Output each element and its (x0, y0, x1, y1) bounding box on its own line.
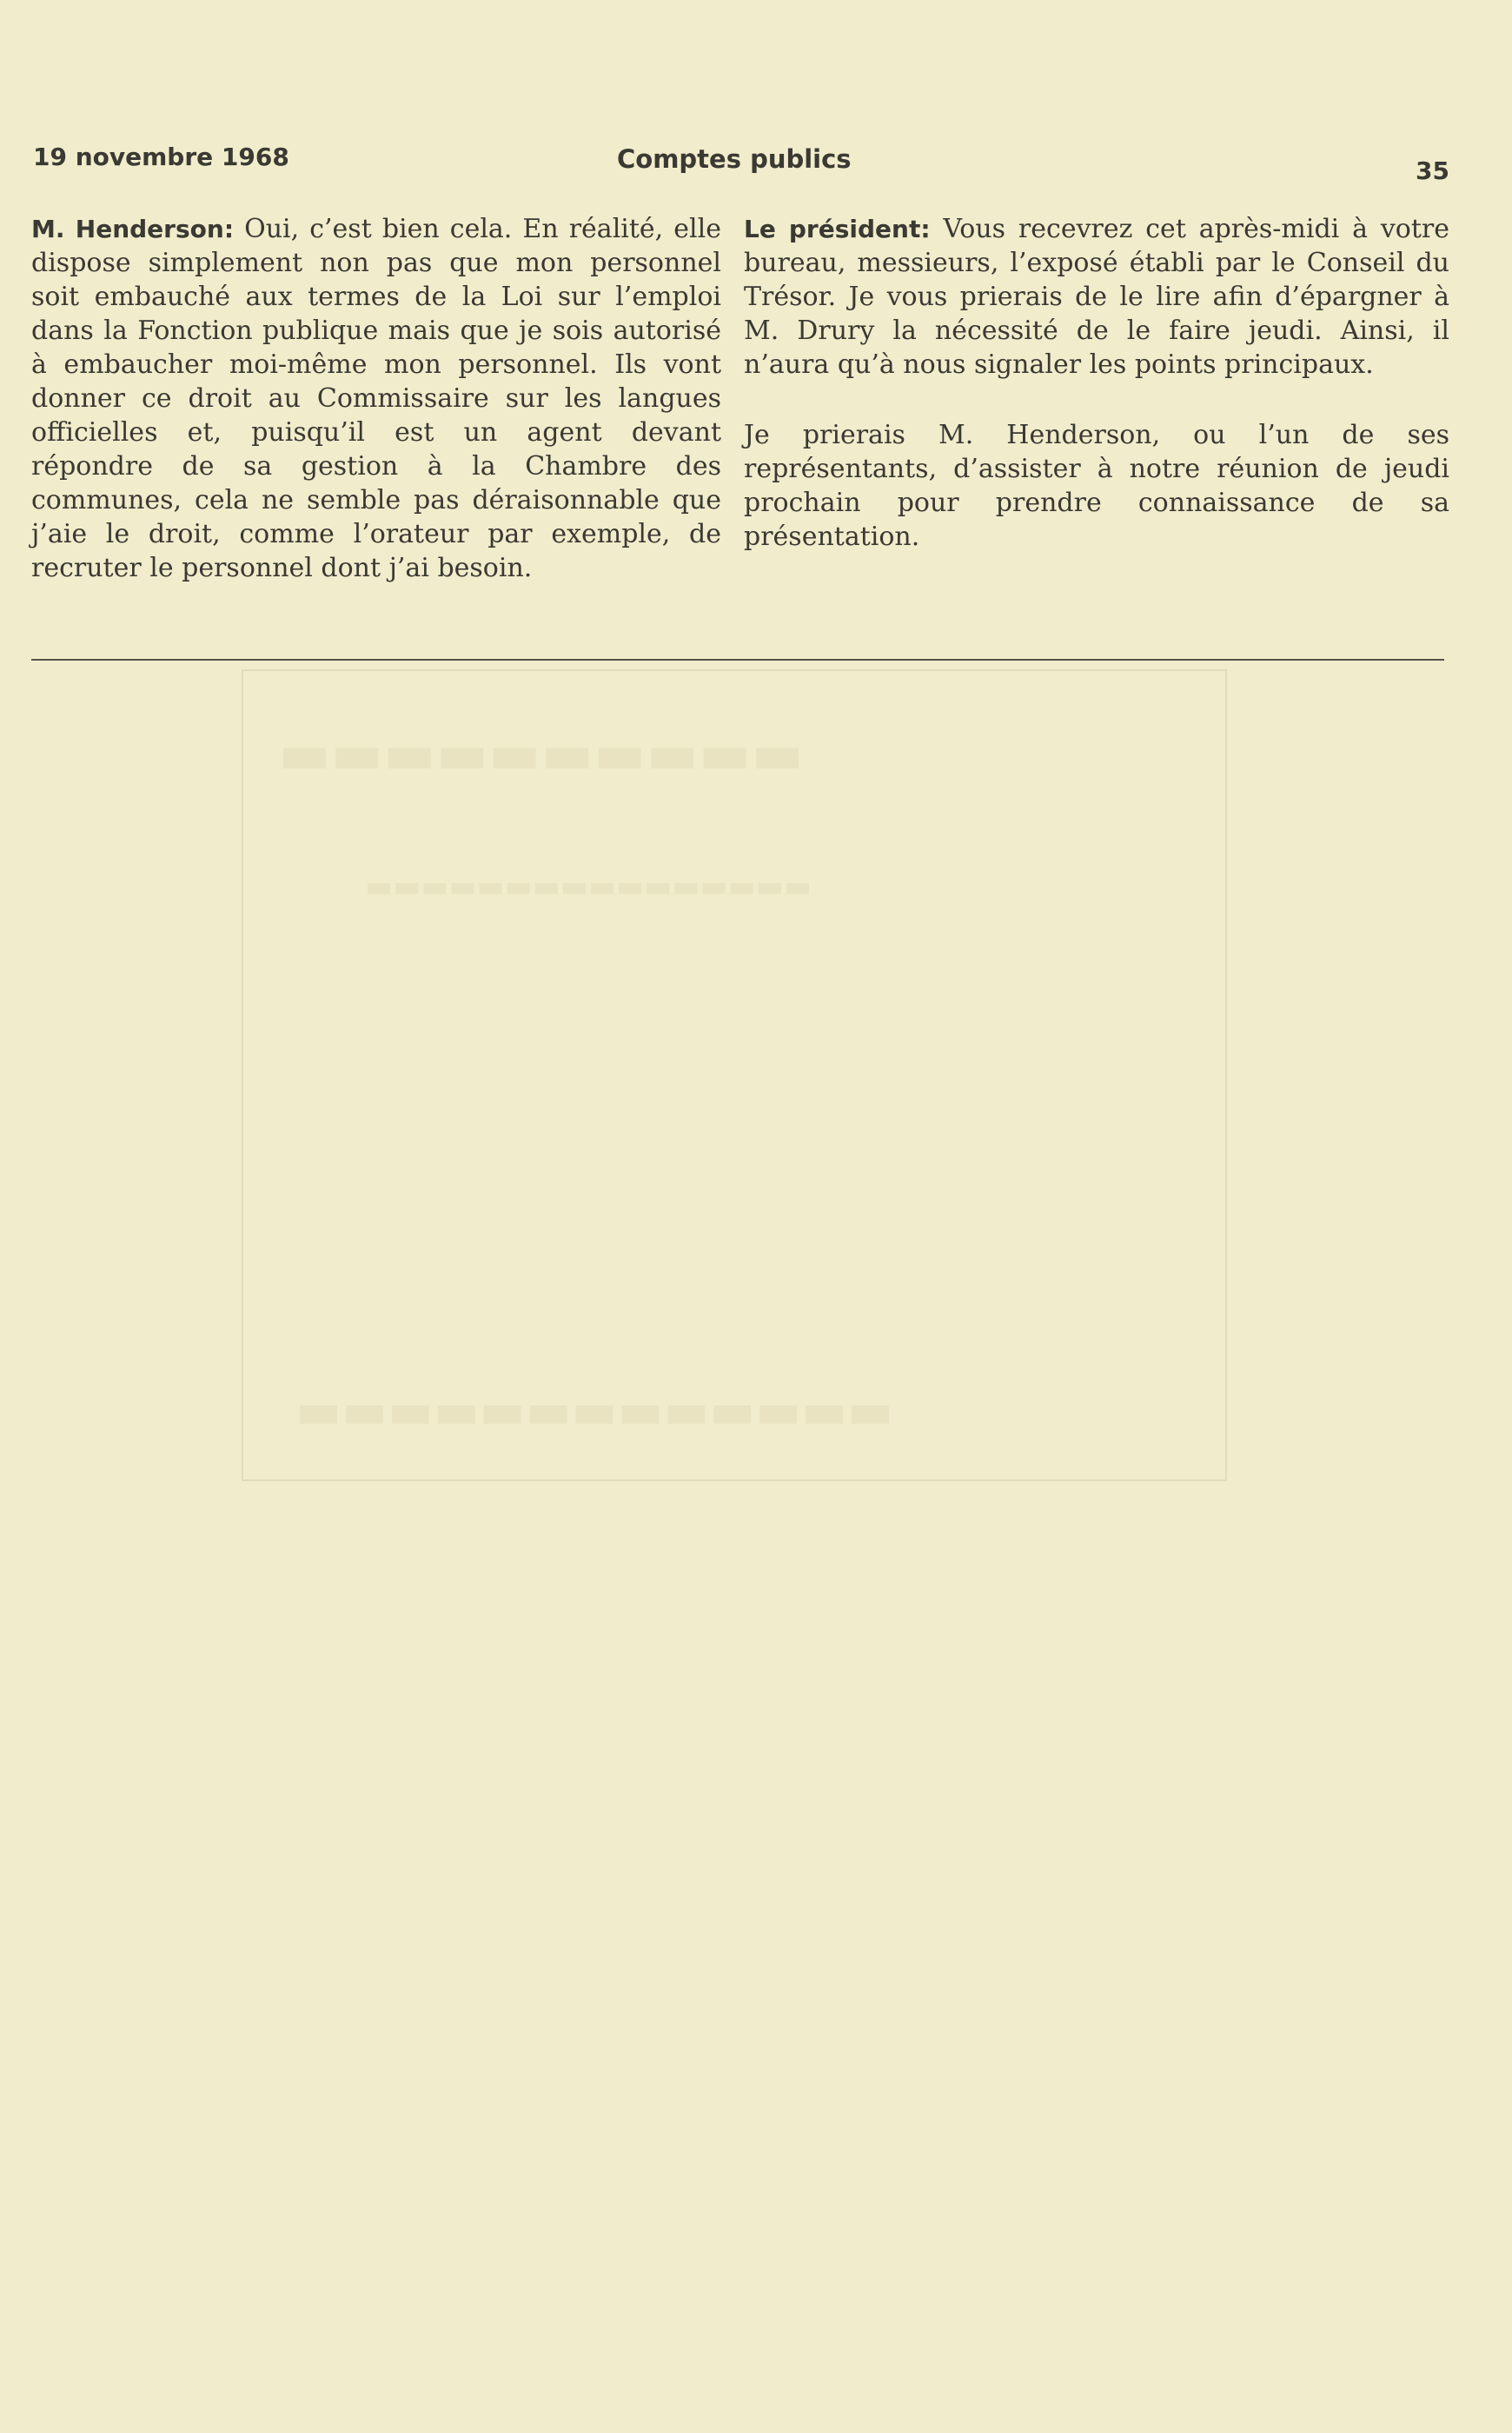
show-through-text: ▬▬▬▬▬▬▬▬▬▬▬▬▬ (295, 1382, 893, 1439)
page-header (33, 137, 1449, 189)
paragraph (31, 212, 721, 585)
show-through-text: ▬▬▬▬▬▬▬▬▬▬▬▬▬▬▬▬ (365, 869, 812, 904)
header-date: 19 novembre 1968 (33, 143, 289, 171)
speaker-name: Le président: (744, 215, 931, 243)
right-column (744, 212, 1449, 554)
show-through-text: ▬▬▬▬▬▬▬▬▬▬ (278, 721, 804, 787)
speaker-name: M. Henderson: (31, 215, 235, 243)
header-title: Comptes publics (617, 144, 852, 174)
paragraph-text: Vous recevrez cet après-midi à votre bureau, messieurs, l’exposé établi par le Conseil du Trésor. Je vous prierais de le lire afin d’épargner à M. Drury la nécessité de le faire jeudi. Ainsi, il n’aura qu’à nous signaler les points principaux. (744, 214, 1449, 380)
paragraph (744, 212, 1449, 382)
left-column (31, 212, 721, 585)
section-divider (31, 659, 1444, 661)
paragraph: Je prierais M. Henderson, ou l’un de ses représentants, d’assister à notre réunion de jeudi prochain pour prendre connaissance de sa présentation. (744, 420, 1449, 552)
page-number: 35 (1416, 156, 1449, 185)
paragraph-text: Oui, c’est bien cela. En réalité, elle dispose simplement non pas que mon personnel soit embauché aux termes de la Loi sur l’emploi dans la Fonction publique mais que je sois autorisé à embaucher moi-même mon personnel. Ils vont donner ce droit au Commissaire sur les langues officielles et, puisqu’il est un agent devant répondre de sa gestion à la Chambre des communes, cela ne semble pas déraisonnable que j’aie le droit, comme l’orateur par exemple, de recruter le personnel dont j’ai besoin. (31, 214, 721, 583)
show-through-frame (242, 669, 1227, 1481)
